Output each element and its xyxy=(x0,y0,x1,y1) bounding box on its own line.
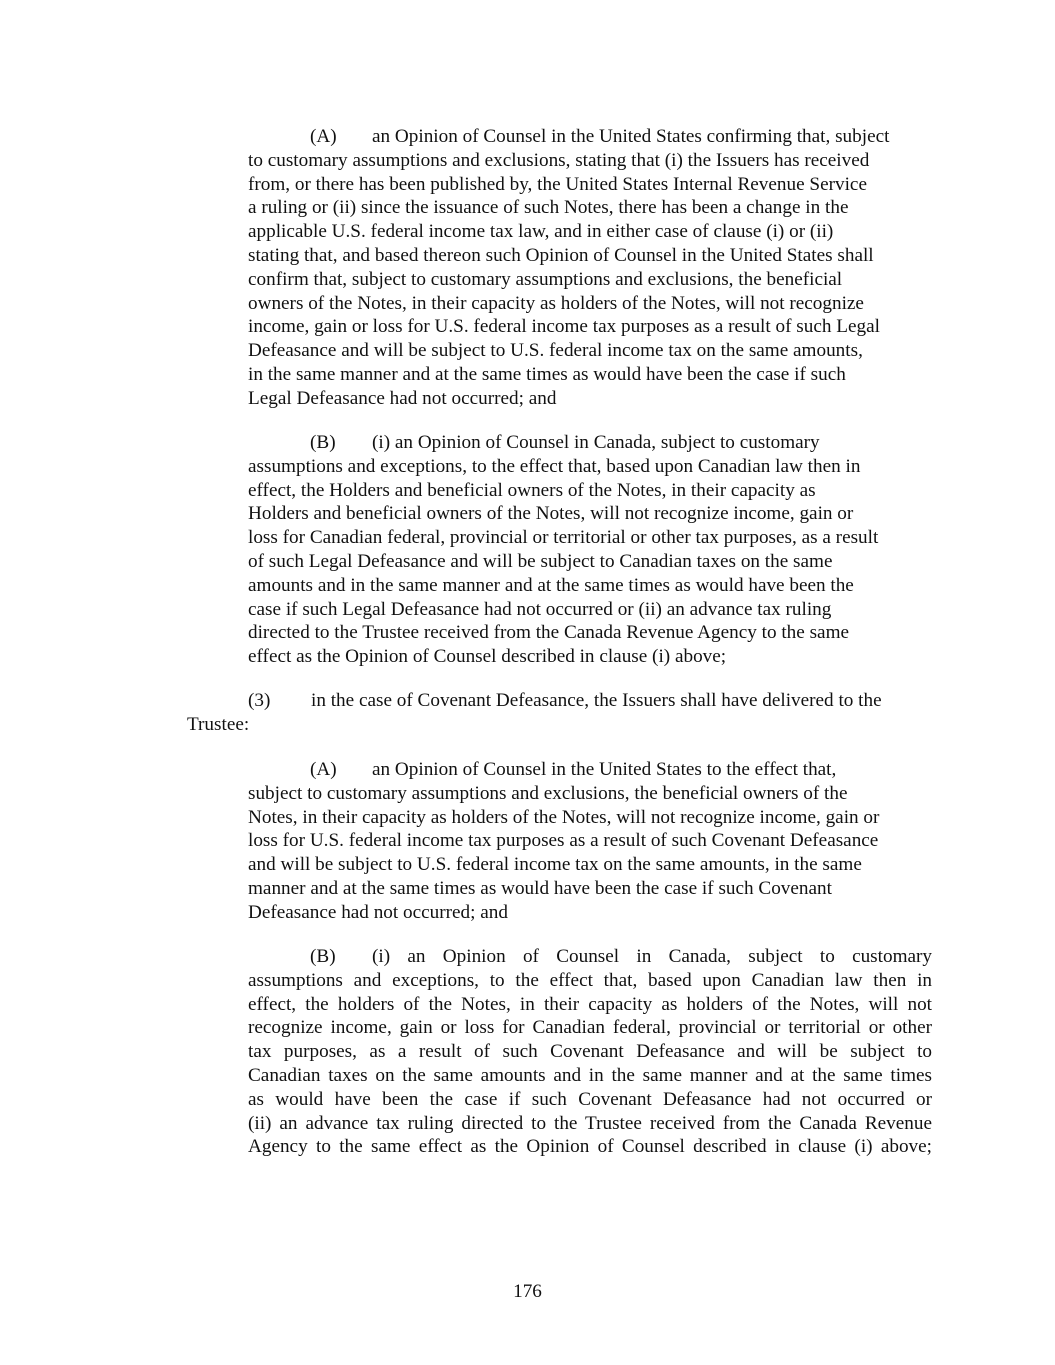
text-line: assumptions and exceptions, to the effect that, based upon Canadian law then in xyxy=(248,969,932,991)
text-line: income, gain or loss for U.S. federal income tax purposes as a result of such Legal xyxy=(248,316,880,338)
text-line: from, or there has been published by, the United States Internal Revenue Service xyxy=(248,173,867,195)
text-line: tax purposes, as a result of such Covenant Defeasance and will be subject to xyxy=(248,1041,932,1063)
text-line: loss for U.S. federal income tax purposes as a result of such Covenant Defeasance xyxy=(248,830,879,852)
text-line: effect, the holders of the Notes, in their capacity as holders of the Notes, will not xyxy=(248,993,932,1015)
clause-label: (B) xyxy=(310,432,336,453)
text-line: in the same manner and at the same times as would have been the case if such xyxy=(248,363,846,385)
text-line: confirm that, subject to customary assumptions and exclusions, the beneficial xyxy=(248,268,843,290)
text-line: a ruling or (ii) since the issuance of such Notes, there has been a change in the xyxy=(248,197,849,219)
paragraph-first-line xyxy=(248,945,932,969)
text-line: Holders and beneficial owners of the Notes, will not recognize income, gain or xyxy=(248,503,854,525)
text-line: amounts and in the same manner and at the same times as would have been the xyxy=(248,574,854,596)
text-line: loss for Canadian federal, provincial or territorial or other tax purposes, as a result xyxy=(248,527,879,549)
text-line: in the case of Covenant Defeasance, the Issuers shall have delivered to the xyxy=(311,690,882,711)
text-line: stating that, and based thereon such Opinion of Counsel in the United States shall xyxy=(248,244,874,266)
text-line: effect as the Opinion of Counsel described in clause (i) above; xyxy=(248,646,727,668)
text-line: an Opinion of Counsel in the United States confirming that, subject xyxy=(372,126,890,147)
text-line: Canadian taxes on the same amounts and in the same manner and at the same times xyxy=(248,1064,932,1086)
text-line: as would have been the case if such Covenant Defeasance had not occurred or xyxy=(248,1088,932,1110)
text-line: directed to the Trustee received from the Canada Revenue Agency to the same xyxy=(248,622,850,644)
paragraph-b-canada-legal-defeasance xyxy=(248,431,932,669)
paragraph-first-line xyxy=(248,125,932,149)
page-number: 176 xyxy=(513,1281,542,1302)
text-line: effect, the Holders and beneficial owners of the Notes, in their capacity as xyxy=(248,479,816,501)
text-line: (i) an Opinion of Counsel in Canada, subject to customary xyxy=(372,946,932,967)
text-line: owners of the Notes, in their capacity as holders of the Notes, will not recognize xyxy=(248,292,864,314)
clause-label: (A) xyxy=(310,126,337,147)
paragraph-first-line xyxy=(187,689,932,713)
paragraph-3-covenant-defeasance xyxy=(187,689,932,737)
text-line: Defeasance had not occurred; and xyxy=(248,901,508,923)
text-line: to customary assumptions and exclusions, stating that (i) the Issuers has received xyxy=(248,149,870,171)
text-line: Agency to the same effect as the Opinion of Counsel described in clause (i) above; xyxy=(248,1136,932,1158)
text-line: Trustee: xyxy=(187,713,250,735)
clause-label: (A) xyxy=(310,759,337,780)
text-line: of such Legal Defeasance and will be subject to Canadian taxes on the same xyxy=(248,550,833,572)
clause-label: (B) xyxy=(310,946,336,967)
paragraph-a-us-legal-defeasance xyxy=(248,125,932,411)
paragraph-first-line xyxy=(248,431,932,455)
text-line: Defeasance and will be subject to U.S. federal income tax on the same amounts, xyxy=(248,340,863,362)
paragraph-b-canada-covenant-defeasance xyxy=(248,945,932,1159)
text-line: and will be subject to U.S. federal income tax on the same amounts, in the same xyxy=(248,854,862,876)
text-line: (i) an Opinion of Counsel in Canada, subject to customary xyxy=(372,432,820,453)
text-line: case if such Legal Defeasance had not occurred or (ii) an advance tax ruling xyxy=(248,598,832,620)
text-line: Notes, in their capacity as holders of the Notes, will not recognize income, gain or xyxy=(248,806,880,828)
paragraph-first-line xyxy=(248,758,932,782)
text-line: (ii) an advance tax ruling directed to the Trustee received from the Canada Revenue xyxy=(248,1112,932,1134)
text-line: Legal Defeasance had not occurred; and xyxy=(248,387,557,409)
paragraph-a-us-covenant-defeasance xyxy=(248,758,932,925)
text-line: assumptions and exceptions, to the effect that, based upon Canadian law then in xyxy=(248,455,861,477)
text-line: subject to customary assumptions and exclusions, the beneficial owners of the xyxy=(248,782,848,804)
text-line: an Opinion of Counsel in the United States to the effect that, xyxy=(372,759,837,780)
clause-label: (3) xyxy=(248,690,271,711)
text-line: manner and at the same times as would have been the case if such Covenant xyxy=(248,877,832,899)
text-line: applicable U.S. federal income tax law, and in either case of clause (i) or (ii) xyxy=(248,221,834,243)
text-line: recognize income, gain or loss for Canadian federal, provincial or territorial or other xyxy=(248,1017,932,1039)
